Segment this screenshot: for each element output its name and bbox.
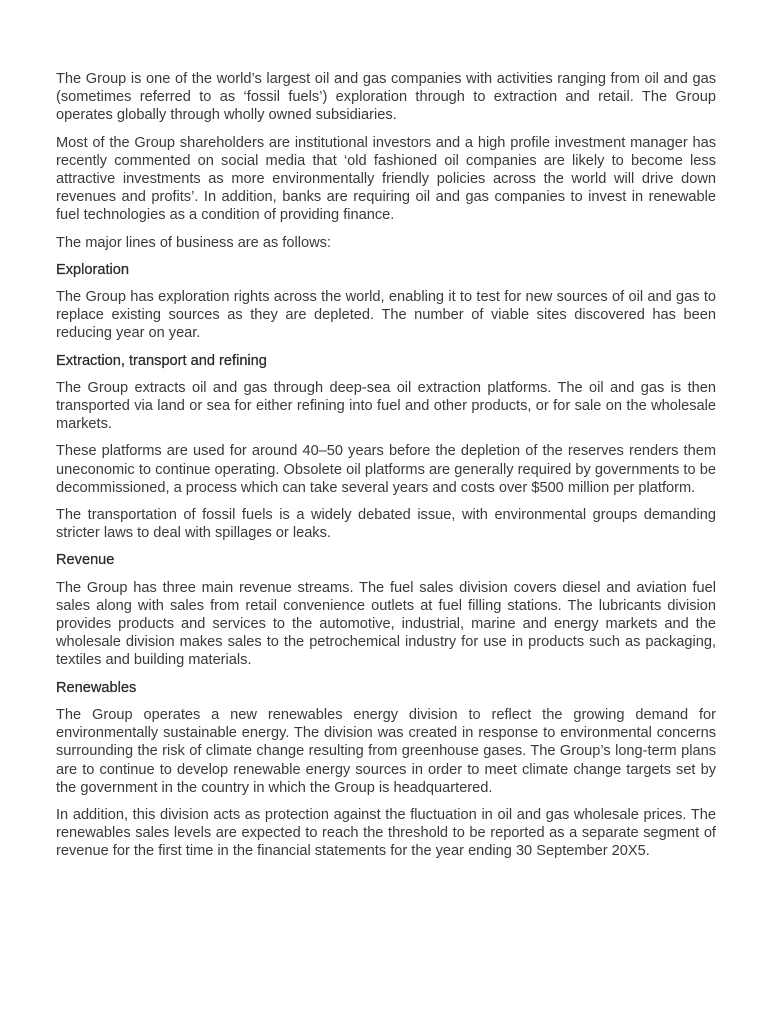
renewables-paragraph-2: In addition, this division acts as protection against the fluctuation in oil and gas wholesale prices. The renewables sales levels are expected to reach the threshold to be reported as a separate segment of revenue for the first time in the financial statements for the year ending 30 September 20X5. <box>56 806 716 860</box>
exploration-heading: Exploration <box>56 261 130 278</box>
document-page <box>56 70 716 870</box>
renewables-paragraph-1: The Group operates a new renewables energy division to reflect the growing demand for environmentally sustainable energy. The division was created in response to environmental concerns surrounding the risk of climate change resulting from greenhouse gases. The Group’s long-term plans are to continue to develop renewable energy sources in order to meet climate change targets set by the government in the country in which the Group is headquartered. <box>56 706 716 796</box>
revenue-paragraph-1: The Group has three main revenue streams. The fuel sales division covers diesel and aviation fuel sales along with sales from retail convenience outlets at fuel filling stations. The lubricants division provides products and services to the automotive, industrial, marine and energy markets and the wholesale division makes sales to the petrochemical industry for use in products such as packaging, textiles and building materials. <box>56 579 716 669</box>
extraction-paragraph-1: The Group extracts oil and gas through deep-sea oil extraction platforms. The oil and gas is then transported via land or sea for either refining into fuel and other products, or for sale on the wholesale markets. <box>56 379 716 433</box>
extraction-paragraph-2: These platforms are used for around 40–50 years before the depletion of the reserves renders them uneconomic to continue operating. Obsolete oil platforms are generally required by governments to be decommissioned, a process which can take several years and costs over $500 million per platform. <box>56 443 716 496</box>
revenue-heading: Revenue <box>56 552 115 569</box>
intro-paragraph-2: Most of the Group shareholders are institutional investors and a high profile investment manager has recently commented on social media that ‘old fashioned oil companies are likely to become less attractive investments as more environmentally friendly policies across the world will drive down revenues and profits’. In addition, banks are requiring oil and gas companies to invest in renewable fuel technologies as a condition of providing finance. <box>56 134 716 224</box>
intro-paragraph-3: The major lines of business are as follows: <box>56 234 331 251</box>
intro-paragraph-1: The Group is one of the world’s largest oil and gas companies with activities ranging from oil and gas (sometimes referred to as ‘fossil fuels’) exploration through to extraction and retail. The Group operates globally through wholly owned subsidiaries. <box>56 71 716 124</box>
exploration-paragraph-1: The Group has exploration rights across the world, enabling it to test for new sources of oil and gas to replace existing sources as they are depleted. The number of viable sites discovered has been reducing year on year. <box>56 289 716 342</box>
extraction-paragraph-3: The transportation of fossil fuels is a widely debated issue, with environmental groups demanding stricter laws to deal with spillages or leaks. <box>56 507 716 542</box>
extraction-heading: Extraction, transport and refining <box>56 352 267 369</box>
renewables-heading: Renewables <box>56 679 137 696</box>
